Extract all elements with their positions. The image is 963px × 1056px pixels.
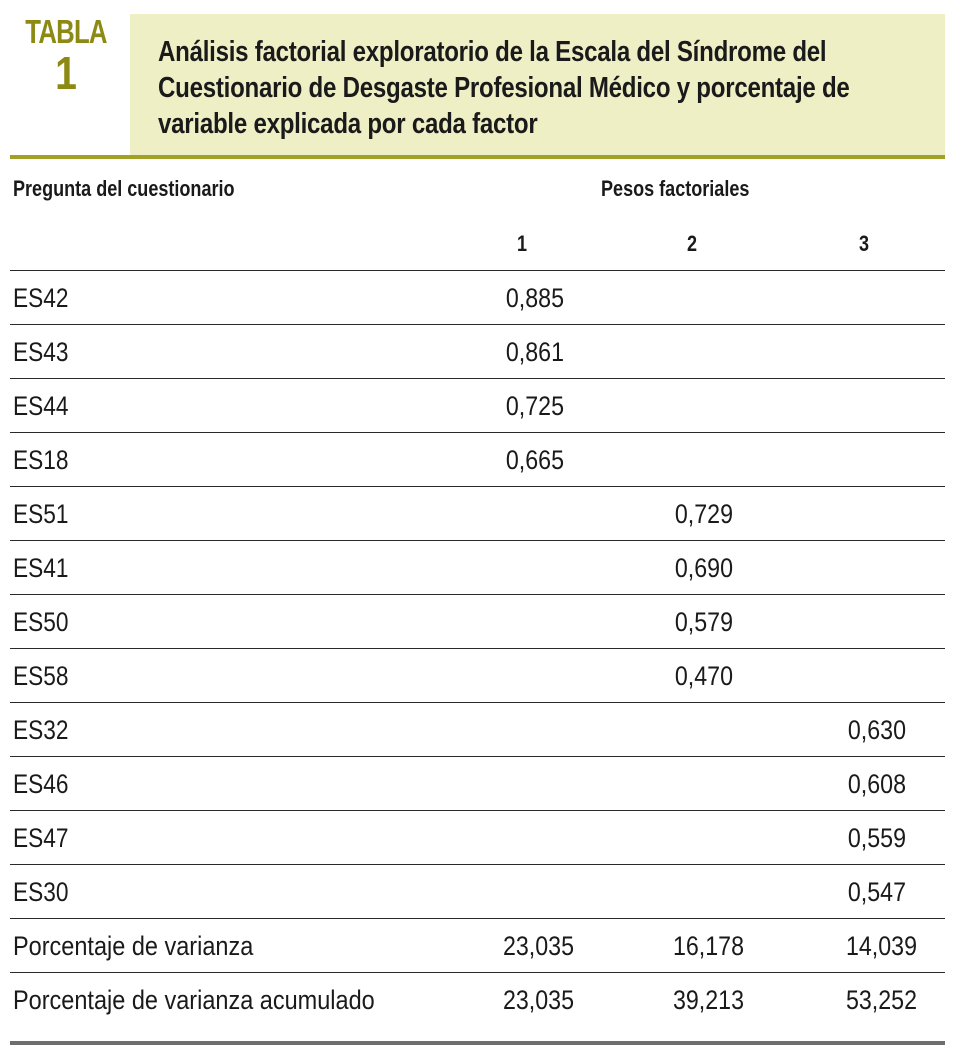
row-label: ES58 xyxy=(13,661,69,691)
header-factor-3: 3 xyxy=(858,231,870,256)
factor-2-value: 39,213 xyxy=(672,985,744,1015)
table-body xyxy=(10,271,945,1027)
table-row xyxy=(10,595,945,649)
factor-1-value xyxy=(444,865,564,919)
factor-3-value xyxy=(786,325,906,379)
row-label: ES50 xyxy=(13,607,69,637)
factor-3-value xyxy=(786,649,906,703)
table-row xyxy=(10,649,945,703)
factor-1-value: 0,885 xyxy=(505,283,564,313)
row-label: ES41 xyxy=(13,553,69,583)
factor-2-value xyxy=(613,757,733,811)
factor-2-value xyxy=(613,703,733,757)
factor-2-value xyxy=(613,865,733,919)
factor-3-value xyxy=(786,379,906,433)
factor-3-value xyxy=(786,595,906,649)
row-label: ES47 xyxy=(13,823,69,853)
header-factor-1: 1 xyxy=(516,231,528,256)
factor-3-value xyxy=(786,271,906,325)
factor-1-value xyxy=(444,487,564,541)
factor-1-value: 23,035 xyxy=(502,931,574,961)
factor-3-value: 0,608 xyxy=(847,769,906,799)
factor-1-value xyxy=(444,811,564,865)
title-divider xyxy=(10,155,945,159)
table-row xyxy=(10,325,945,379)
factor-2-value xyxy=(613,379,733,433)
row-label: ES43 xyxy=(13,337,69,367)
summary-row xyxy=(10,919,945,973)
factor-1-value: 0,725 xyxy=(505,391,564,421)
factor-3-value: 53,252 xyxy=(845,985,917,1015)
factor-2-value: 0,579 xyxy=(674,607,733,637)
factor-3-value xyxy=(786,487,906,541)
factor-1-value xyxy=(444,595,564,649)
table-label-number: 1 xyxy=(55,47,77,99)
table-row xyxy=(10,811,945,865)
header-factor-2: 2 xyxy=(686,231,698,256)
factor-3-value xyxy=(786,541,906,595)
factor-3-value: 0,630 xyxy=(847,715,906,745)
table-row xyxy=(10,433,945,487)
factor-1-value xyxy=(444,703,564,757)
table-title: Análisis factorial exploratorio de la Escala del Síndrome del Cuestionario de Desgaste Profesional Médico y porcentaje de variable explicada por cada factor xyxy=(158,36,850,140)
table-row xyxy=(10,541,945,595)
table-label xyxy=(10,13,122,99)
summary-row xyxy=(10,973,945,1027)
factor-2-value: 16,178 xyxy=(672,931,744,961)
factor-1-value xyxy=(444,757,564,811)
factor-2-value xyxy=(613,325,733,379)
row-label: Porcentaje de varianza acumulado xyxy=(13,985,375,1015)
row-label: ES51 xyxy=(13,499,69,529)
factor-2-value: 0,729 xyxy=(674,499,733,529)
factor-2-value xyxy=(613,433,733,487)
factor-1-value xyxy=(444,649,564,703)
factor-2-value xyxy=(613,811,733,865)
factor-1-value: 0,665 xyxy=(505,445,564,475)
factor-2-value: 0,690 xyxy=(674,553,733,583)
row-label: ES42 xyxy=(13,283,69,313)
factor-2-value: 0,470 xyxy=(674,661,733,691)
table-row xyxy=(10,703,945,757)
table-label-word: TABLA xyxy=(25,13,107,50)
factor-3-value xyxy=(786,433,906,487)
header-factor-group: Pesos factoriales xyxy=(601,176,750,201)
header-question-column: Pregunta del cuestionario xyxy=(13,176,235,201)
factor-3-value: 0,559 xyxy=(847,823,906,853)
row-label: ES18 xyxy=(13,445,69,475)
row-label: ES44 xyxy=(13,391,69,421)
row-label: Porcentaje de varianza xyxy=(13,931,254,961)
factor-1-value xyxy=(444,541,564,595)
factor-3-value: 0,547 xyxy=(847,877,906,907)
factor-3-value: 14,039 xyxy=(845,931,917,961)
bottom-divider xyxy=(10,1041,945,1045)
row-label: ES30 xyxy=(13,877,69,907)
row-label: ES46 xyxy=(13,769,69,799)
title-box xyxy=(130,14,945,155)
table-row xyxy=(10,757,945,811)
table-row xyxy=(10,271,945,325)
row-label: ES32 xyxy=(13,715,69,745)
table-row xyxy=(10,865,945,919)
table-row xyxy=(10,487,945,541)
table-row xyxy=(10,379,945,433)
factor-1-value: 23,035 xyxy=(502,985,574,1015)
factor-2-value xyxy=(613,271,733,325)
factor-1-value: 0,861 xyxy=(505,337,564,367)
